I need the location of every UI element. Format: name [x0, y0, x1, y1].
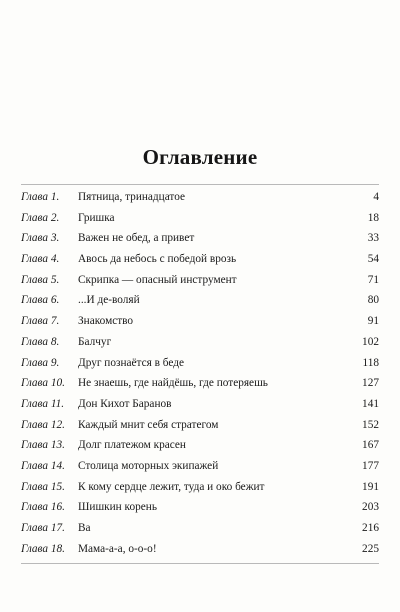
top-rule — [21, 184, 379, 185]
toc-chapter-word: Глава — [21, 232, 49, 245]
toc-chapter-title: К кому сердце лежит, туда и око бежит — [78, 480, 265, 493]
toc-chapter-word: Глава — [21, 439, 49, 452]
toc-page-number: 80 — [367, 294, 379, 307]
toc-chapter-label — [21, 311, 78, 332]
toc-chapter-title: Авось да небось с победой врозь — [78, 253, 237, 266]
toc-page-number: 71 — [367, 273, 379, 286]
toc-chapter-number: 11. — [50, 397, 65, 410]
toc-chapter-label — [21, 249, 78, 270]
toc-entry — [21, 187, 379, 208]
toc-page-number: 91 — [367, 315, 379, 328]
toc-chapter-word: Глава — [21, 211, 49, 224]
toc-page-number: 141 — [362, 397, 379, 410]
toc-entry — [21, 539, 379, 560]
toc-chapter-label — [21, 208, 78, 229]
toc-chapter-title: Каждый мнит себя стратегом — [78, 418, 219, 431]
toc-chapter-title: Балчуг — [78, 335, 112, 348]
toc-chapter-title: Друг познаётся в беде — [78, 356, 185, 369]
toc-chapter-word: Глава — [21, 294, 49, 307]
toc-chapter-number: 8. — [50, 335, 60, 348]
toc-chapter-word: Глава — [21, 501, 49, 514]
toc-chapter-word: Глава — [21, 397, 49, 410]
toc-chapter-word: Глава — [21, 542, 49, 555]
toc-chapter-number: 18. — [50, 542, 65, 555]
toc-chapter-word: Глава — [21, 335, 49, 348]
toc-chapter-label — [21, 332, 78, 353]
toc-chapter-number: 17. — [50, 522, 65, 534]
toc-page-number: 225 — [362, 542, 379, 555]
toc-chapter-title: Долг платежом красен — [78, 439, 186, 452]
toc-list — [21, 187, 379, 559]
toc-chapter-number: 3. — [50, 232, 60, 245]
toc-chapter-word: Глава — [21, 480, 49, 493]
toc-chapter-word: Глава — [21, 356, 49, 369]
toc-chapter-label — [21, 394, 78, 415]
toc-chapter-title: Знакомство — [78, 315, 134, 328]
toc-chapter-number: 1. — [50, 191, 60, 203]
toc-chapter-title: Мама-а-а, о-о-о! — [78, 542, 157, 555]
toc-entry — [21, 394, 379, 415]
toc-chapter-label — [21, 477, 78, 498]
toc-chapter-word: Глава — [21, 273, 49, 286]
toc-chapter-number: 15. — [50, 480, 65, 493]
toc-chapter-title: Важен не обед, а привет — [78, 232, 195, 245]
toc-entry — [21, 415, 379, 436]
toc-page-number: 203 — [362, 501, 379, 514]
toc-page-number: 216 — [362, 522, 379, 534]
toc-chapter-title: Шишкин корень — [78, 501, 157, 514]
toc-chapter-word: Глава — [21, 459, 49, 472]
toc-chapter-label — [21, 415, 78, 436]
toc-chapter-title: Дон Кихот Баранов — [78, 397, 172, 410]
toc-chapter-label — [21, 373, 78, 394]
toc-page-number: 167 — [362, 439, 379, 452]
toc-entry — [21, 290, 379, 311]
toc-chapter-number: 6. — [50, 294, 60, 307]
toc-chapter-label — [21, 497, 78, 518]
toc-entry — [21, 228, 379, 249]
toc-page-number: 4 — [373, 191, 379, 203]
toc-chapter-number: 4. — [50, 253, 60, 266]
toc-chapter-label — [21, 456, 78, 477]
toc-chapter-title: Столица моторных экипажей — [78, 459, 219, 472]
page-title: Оглавление — [142, 145, 258, 169]
toc-chapter-title: ...И де-воляй — [78, 294, 140, 307]
toc-chapter-label — [21, 435, 78, 456]
toc-chapter-label — [21, 518, 78, 539]
toc-entry — [21, 353, 379, 374]
toc-entry — [21, 311, 379, 332]
toc-chapter-number: 7. — [50, 315, 60, 328]
toc-chapter-label — [21, 270, 78, 291]
toc-chapter-label — [21, 187, 78, 208]
toc-chapter-word: Глава — [21, 377, 49, 390]
toc-page-number: 54 — [367, 253, 379, 266]
toc-chapter-title: Гришка — [78, 211, 115, 224]
toc-page-number: 33 — [367, 232, 379, 245]
toc-chapter-word: Глава — [21, 315, 49, 328]
toc-chapter-title: Скрипка — опасный инструмент — [78, 273, 237, 286]
toc-page-number: 191 — [362, 480, 379, 493]
toc-chapter-word: Глава — [21, 418, 49, 431]
toc-entry — [21, 497, 379, 518]
toc-entry — [21, 332, 379, 353]
toc-entry — [21, 249, 379, 270]
toc-entry — [21, 373, 379, 394]
toc-chapter-label — [21, 539, 78, 560]
toc-chapter-number: 14. — [50, 459, 65, 472]
toc-entry — [21, 270, 379, 291]
toc-chapter-label — [21, 353, 78, 374]
toc-page-number: 177 — [362, 459, 379, 472]
toc-entry — [21, 435, 379, 456]
toc-chapter-number: 5. — [50, 273, 60, 286]
toc-entry — [21, 208, 379, 229]
toc-chapter-word: Глава — [21, 522, 49, 534]
toc-chapter-number: 13. — [50, 439, 65, 452]
toc-page-number: 152 — [362, 418, 379, 431]
toc-entry — [21, 518, 379, 539]
toc-chapter-number: 16. — [50, 501, 65, 514]
toc-chapter-label — [21, 228, 78, 249]
toc-chapter-word: Глава — [21, 253, 49, 266]
toc-chapter-number: 12. — [50, 418, 65, 431]
toc-chapter-title: Не знаешь, где найдёшь, где потеряешь — [78, 377, 268, 390]
toc-entry — [21, 456, 379, 477]
toc-entry — [21, 477, 379, 498]
toc-chapter-word: Глава — [21, 191, 49, 203]
bottom-rule — [21, 563, 379, 564]
toc-chapter-number: 10. — [50, 377, 65, 390]
toc-page-number: 18 — [367, 211, 379, 224]
toc-page-number: 102 — [362, 335, 379, 348]
toc-chapter-title: Ва — [78, 522, 91, 534]
toc-chapter-number: 9. — [50, 356, 60, 369]
toc-chapter-title: Пятница, тринадцатое — [78, 191, 186, 203]
toc-page-number: 127 — [362, 377, 379, 390]
toc-chapter-number: 2. — [50, 211, 60, 224]
toc-chapter-label — [21, 290, 78, 311]
toc-page-number: 118 — [362, 356, 379, 369]
